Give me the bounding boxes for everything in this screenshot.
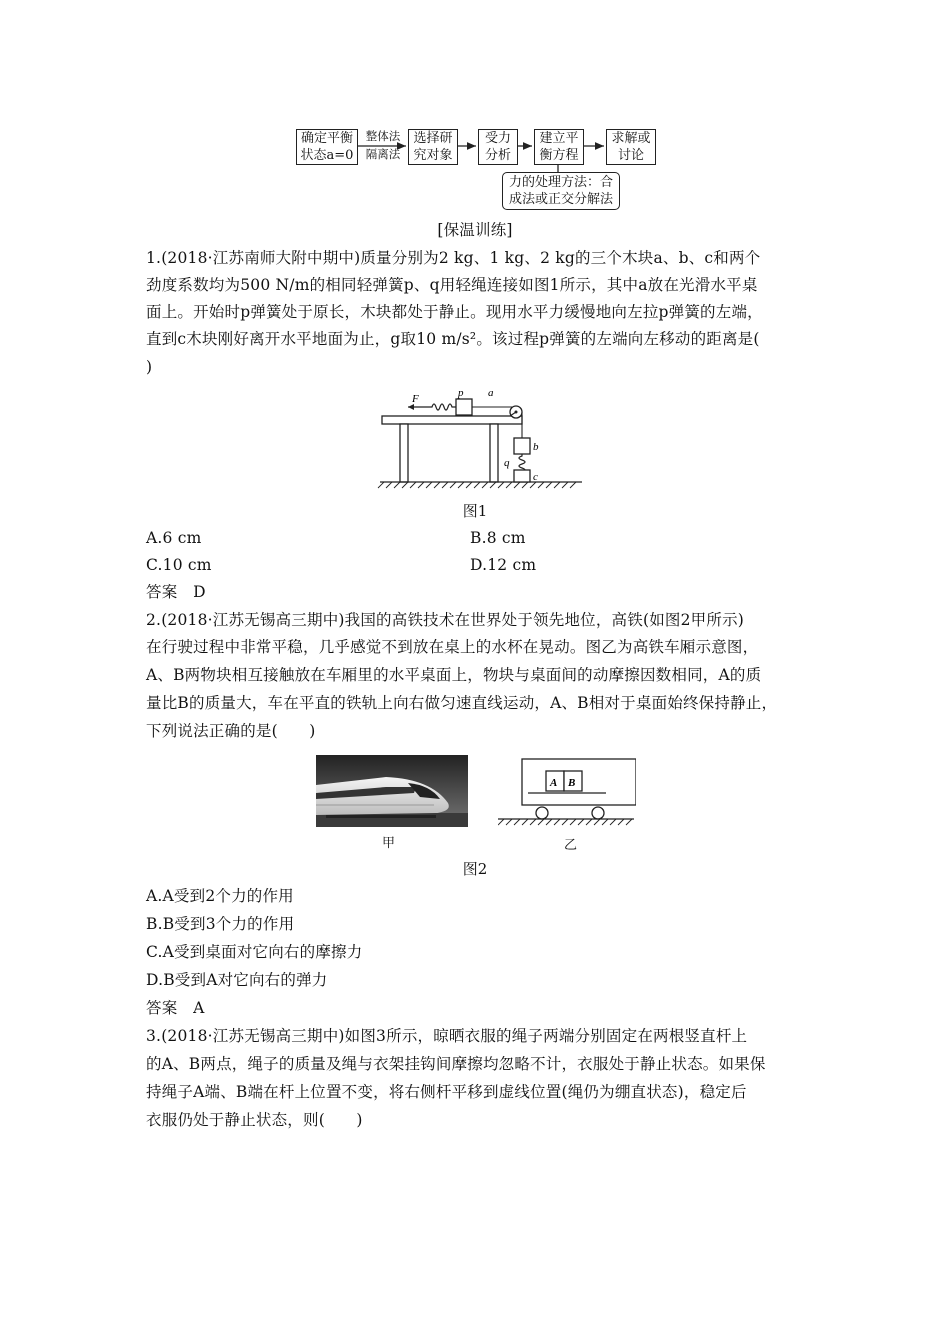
q1-option-b: B.8 cm [470, 529, 526, 547]
flowchart-arrows [0, 0, 950, 220]
q3-line-4: 衣服仍处于静止状态，则( ) [146, 1111, 363, 1129]
fig1-label-F: F [412, 393, 419, 405]
q2-line-3: A、B两物块相互接触放在车厢里的水平桌面上，物块与桌面间的动摩擦因数相同，A的质 [146, 666, 762, 684]
flow-box-determine-equilibrium: 确定平衡 状态a=0 [296, 129, 358, 165]
fig1-label-b: b [533, 441, 539, 453]
section-title: [保温训练] [437, 221, 513, 239]
q1-line-2: 劲度系数均为500 N/m的相同轻弹簧p、q用轻绳连接如图1所示，其中a放在光滑水平桌 [146, 276, 758, 294]
label-jia: 甲 [382, 836, 396, 851]
q2-option-c: C.A受到桌面对它向右的摩擦力 [146, 943, 363, 961]
q2-line-2: 在行驶过程中非常平稳，几乎感觉不到放在桌上的水杯在晃动。图乙为高铁车厢示意图， [146, 638, 759, 656]
q1-line-1: 1.(2018·江苏南师大附中期中)质量分别为2 kg、1 kg、2 kg的三个木块a、b、c和两个 [146, 249, 761, 267]
q1-answer: 答案 D [146, 583, 206, 601]
q2-option-d: D.B受到A对它向右的弹力 [146, 971, 328, 989]
label-yi: 乙 [564, 838, 578, 853]
q2-option-b: B.B受到3个力的作用 [146, 915, 295, 933]
q2-line-4: 量比B的质量大，车在平直的铁轨上向右做匀速直线运动，A、B相对于桌面始终保持静止， [146, 694, 778, 712]
q1-line-3: 面上。开始时p弹簧处于原长，木块都处于静止。现用水平力缓慢地向左拉p弹簧的左端， [146, 303, 763, 321]
fig1-label-q: q [504, 457, 510, 469]
figure-2-caption: 图2 [462, 860, 488, 878]
q2-answer: 答案 A [146, 999, 205, 1017]
figure-1-spring-table [370, 382, 590, 494]
flow-box-solve-discuss: 求解或 讨论 [606, 129, 656, 165]
q1-option-a: A.6 cm [146, 529, 202, 547]
q3-line-1: 3.(2018·江苏无锡高三期中)如图3所示，晾晒衣服的绳子两端分别固定在两根竖直杆上 [146, 1027, 748, 1045]
block-a-label: A [550, 777, 558, 789]
fig1-label-a: a [488, 387, 494, 399]
q2-line-5: 下列说法正确的是( ) [146, 722, 316, 740]
fig1-label-p: p [458, 387, 464, 399]
arrow-label-methods: 整体法 隔离法 [365, 129, 401, 161]
flow-box-build-equation: 建立平 衡方程 [534, 129, 584, 165]
q1-option-d: D.12 cm [470, 556, 537, 574]
q2-option-a: A.A受到2个力的作用 [146, 887, 294, 905]
fig1-label-c: c [533, 471, 538, 483]
flow-note-force-methods: 力的处理方法：合 成法或正交分解法 [502, 172, 620, 210]
flow-box-force-analysis: 受力 分析 [478, 129, 518, 165]
q1-line-5: ) [146, 358, 153, 376]
q1-option-c: C.10 cm [146, 556, 212, 574]
q2-line-1: 2.(2018·江苏无锡高三期中)我国的高铁技术在世界处于领先地位，高铁(如图2甲所示) [146, 611, 745, 629]
block-b-label: B [568, 777, 576, 789]
train-photo [316, 755, 468, 827]
figure-1-caption: 图1 [462, 502, 488, 520]
q1-line-4: 直到c木块刚好离开水平地面为止，g取10 m/s²。该过程p弹簧的左端向左移动的距离是( [146, 330, 760, 348]
flow-box-select-object: 选择研 究对象 [408, 129, 458, 165]
q3-line-3: 持绳子A端、B端在杆上位置不变，将右侧杆平移到虚线位置(绳仍为绷直状态)，稳定后 [146, 1083, 747, 1101]
train-car-schematic [498, 757, 636, 829]
q3-line-2: 的A、B两点，绳子的质量及绳与衣架挂钩间摩擦均忽略不计，衣服处于静止状态。如果保 [146, 1055, 766, 1073]
